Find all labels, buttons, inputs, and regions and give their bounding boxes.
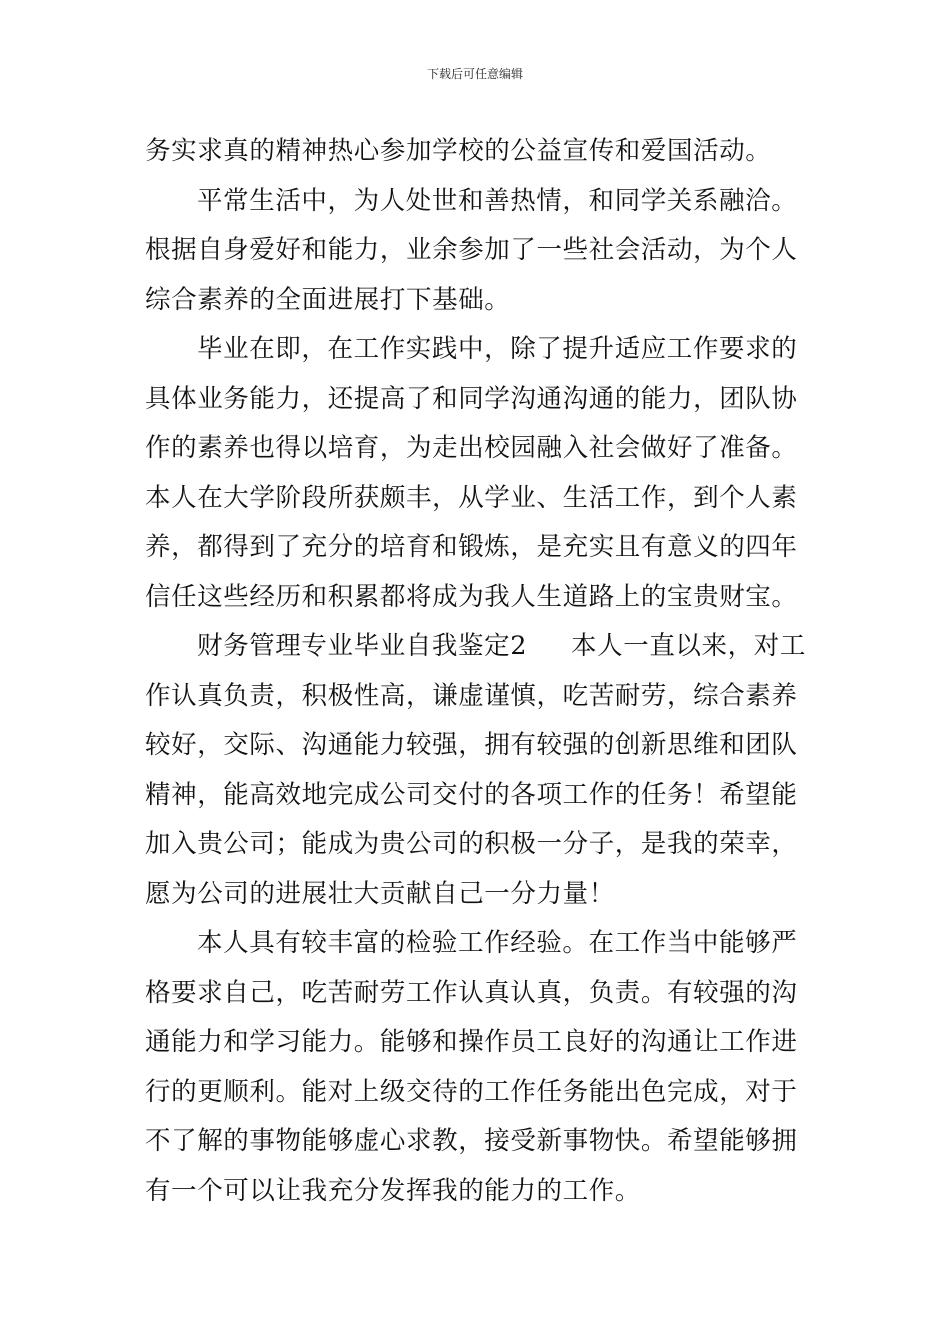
text-line: 根据自身爱好和能力，业余参加了一些社会活动，为个人	[145, 235, 798, 265]
text-line: 具体业务能力，还提高了和同学沟通沟通的能力，团队协	[145, 383, 798, 414]
text-line: 行的更顺利。能对上级交待的工作任务能出色完成，对于	[145, 1076, 798, 1107]
text-line: 本人在大学阶段所获颇丰，从学业、生活工作，到个人素	[145, 482, 798, 513]
text-line: 愿为公司的进展壮大贡献自己一分力量！	[145, 878, 615, 909]
paragraph-start-line: 平常生活中，为人处世和善热情，和同学关系融洽。	[197, 185, 798, 216]
paragraph-start-line: 本人具有较丰富的检验工作经验。在工作当中能够严	[197, 928, 798, 958]
text-line: 加入贵公司；能成为贵公司的积极一分子，是我的荣幸，	[145, 829, 798, 859]
text-line: 务实求真的精神热心参加学校的公益宣传和爱国活动。	[145, 136, 772, 166]
text-line: 有一个可以让我充分发挥我的能力的工作。	[145, 1175, 641, 1206]
paragraph-start-line: 毕业在即，在工作实践中，除了提升适应工作要求的	[197, 334, 798, 364]
text-line: 精神，能高效地完成公司交付的各项工作的任务！希望能	[145, 779, 798, 810]
paragraph-start-text: 本人一直以来，对工	[571, 631, 806, 661]
text-line: 作认真负责，积极性高，谦虚谨慎，吃苦耐劳，综合素养	[145, 680, 798, 711]
text-line: 较好，交际、沟通能力较强，拥有较强的创新思维和团队	[145, 730, 798, 760]
section-heading-line	[145, 622, 810, 672]
section-heading: 财务管理专业毕业自我鉴定2	[197, 631, 528, 661]
text-line: 综合素养的全面进展打下基础。	[145, 284, 511, 315]
page-header: 下载后可任意编辑	[426, 67, 523, 81]
text-line: 养，都得到了充分的培育和锻炼，是充实且有意义的四年	[145, 532, 798, 562]
text-line: 格要求自己，吃苦耐劳工作认真认真，负责。有较强的沟	[145, 977, 798, 1008]
document-body	[145, 127, 810, 1216]
text-line: 通能力和学习能力。能够和操作员工良好的沟通让工作进	[145, 1027, 798, 1057]
text-line: 信任这些经历和积累都将成为我人生道路上的宝贵财宝。	[145, 581, 798, 612]
text-line: 作的素养也得以培育，为走出校园融入社会做好了准备。	[145, 433, 798, 463]
text-line: 不了解的事物能够虚心求教，接受新事物快。希望能够拥	[145, 1126, 798, 1156]
